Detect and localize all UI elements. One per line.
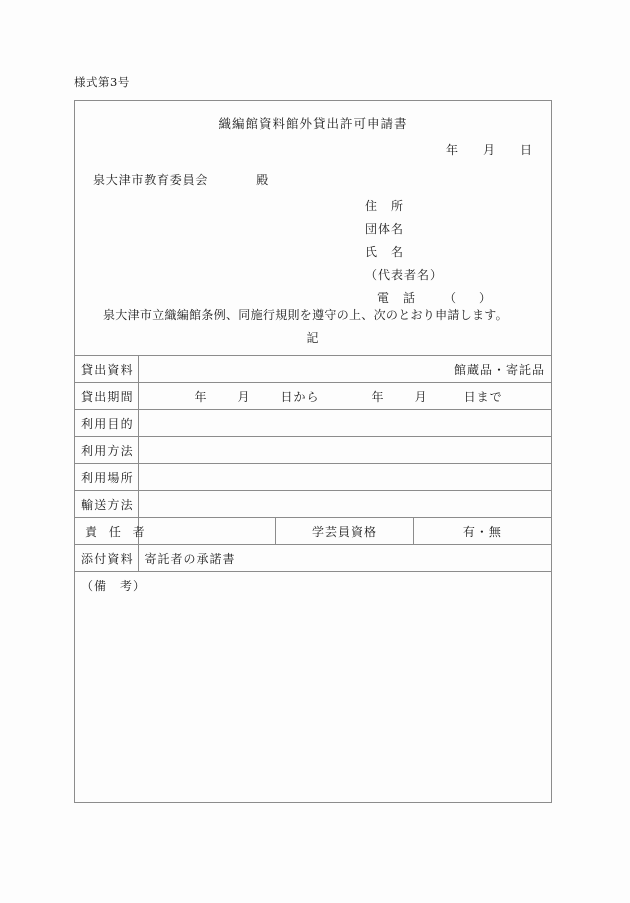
applicant-representative-row (365, 264, 492, 287)
application-form-frame (74, 100, 552, 803)
row-label-lending-materials: 貸出資料 (75, 356, 138, 383)
date-day-label: 日 (519, 143, 533, 157)
phone-paren-open: （ (444, 291, 458, 305)
row-value-responsible-person[interactable] (138, 518, 276, 545)
document-title: 織編館資料館外貸出許可申請書 (218, 116, 408, 131)
applicant-name-label: 氏 名 (365, 245, 405, 259)
table-row (75, 518, 551, 545)
applicant-representative-label: （代表者名） (365, 268, 444, 282)
curator-qualification-label: 学芸員資格 (276, 518, 414, 545)
row-label-responsible-person: 責 任 者 (75, 518, 138, 545)
date-year-label: 年 (445, 143, 459, 157)
table-row (75, 491, 551, 518)
table-row (75, 437, 551, 464)
phone-paren-close: ） (479, 291, 493, 305)
period-day-to: 日まで (463, 389, 503, 404)
date-month-label: 月 (482, 143, 496, 157)
table-row (75, 410, 551, 437)
table-row (75, 356, 551, 383)
applicant-address-label: 住 所 (365, 199, 405, 213)
addressee-name: 泉大津市教育委員会 (93, 173, 209, 187)
addressee-line (93, 171, 269, 188)
applicant-info-block (365, 195, 492, 310)
applicant-organization-label: 団体名 (365, 222, 405, 236)
form-header-block (75, 101, 551, 355)
row-value-lending-materials[interactable]: 館蔵品・寄託品 (138, 356, 551, 383)
row-value-lending-period[interactable] (138, 383, 551, 410)
row-label-location: 利用場所 (75, 464, 138, 491)
ki-mark: 記 (306, 331, 320, 345)
addressee-honorific: 殿 (256, 173, 270, 187)
period-year-to: 年 (371, 389, 385, 404)
applicant-address-row (365, 195, 492, 218)
period-year-from: 年 (194, 389, 208, 404)
table-row (75, 464, 551, 491)
curator-qualification-value[interactable]: 有・無 (413, 518, 551, 545)
row-value-transport[interactable] (138, 491, 551, 518)
row-value-method[interactable] (138, 437, 551, 464)
date-line (446, 141, 533, 158)
period-month-to: 月 (414, 389, 428, 404)
row-value-location[interactable] (138, 464, 551, 491)
remarks-label[interactable]: （備 考） (75, 572, 551, 599)
application-detail-table (75, 355, 551, 599)
table-row-remarks (75, 572, 551, 599)
applicant-name-row (365, 241, 492, 264)
row-label-lending-period: 貸出期間 (75, 383, 138, 410)
row-label-purpose: 利用目的 (75, 410, 138, 437)
applicant-phone-label: 電 話 (377, 291, 417, 305)
period-day-from: 日から (280, 389, 320, 404)
form-number-label: 様式第3号 (74, 75, 130, 89)
row-label-method: 利用方法 (75, 437, 138, 464)
table-row (75, 383, 551, 410)
row-label-attachments: 添付資料 (75, 545, 138, 572)
pledge-statement: 泉大津市立織編館条例、同施行規則を遵守の上、次のとおり申請します。 (103, 308, 508, 322)
row-label-transport: 輸送方法 (75, 491, 138, 518)
period-month-from: 月 (237, 389, 251, 404)
row-value-attachments[interactable]: 寄託者の承諾書 (138, 545, 551, 572)
table-row (75, 545, 551, 572)
applicant-organization-row (365, 218, 492, 241)
row-value-purpose[interactable] (138, 410, 551, 437)
